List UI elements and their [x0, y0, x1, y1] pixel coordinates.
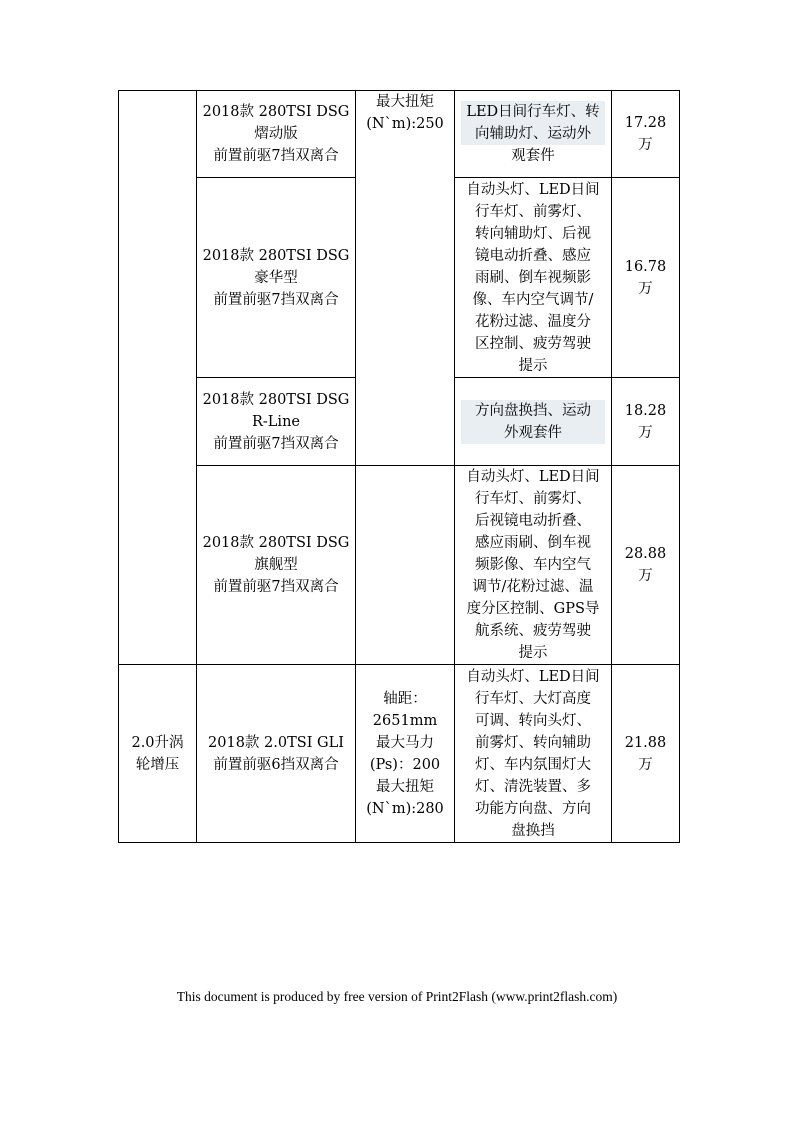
price-unit: 万 — [638, 280, 653, 297]
spec-line: 最大扭矩 — [376, 778, 434, 795]
price-value: 18.28 — [624, 402, 667, 419]
features-line: 盘换挡 — [511, 822, 555, 839]
table-row — [119, 665, 680, 843]
price-unit: 万 — [638, 756, 653, 773]
model-cell — [197, 665, 356, 843]
features-line: 向辅助灯、运动外 — [461, 123, 605, 145]
spec-line: 轴距： — [383, 690, 427, 707]
price-unit: 万 — [638, 137, 653, 153]
model-cell — [197, 178, 356, 378]
price-cell — [612, 178, 680, 378]
features-line: 区控制、疲劳驾驶 — [475, 335, 591, 352]
spec-cell — [356, 91, 455, 466]
model-line: 豪华型 — [254, 269, 298, 286]
features-line: 自动头灯、LED日间 — [466, 469, 600, 485]
price-value: 21.88 — [624, 734, 667, 751]
features-cell — [455, 378, 612, 466]
spec-line: (N`m):280 — [366, 800, 444, 817]
features-line: 自动头灯、LED日间 — [466, 668, 600, 685]
features-line: 方向盘换挡、运动 — [461, 400, 605, 422]
features-line: 频影像、车内空气 — [475, 557, 591, 573]
features-line: 行车灯、前雾灯、 — [475, 491, 591, 507]
features-line: 前雾灯、转向辅助 — [475, 734, 591, 751]
features-cell — [455, 91, 612, 178]
features-line: 灯、车内氛围灯大 — [475, 756, 591, 773]
footer-note: This document is produced by free version of Print2Flash (www.print2flash.com) — [176, 989, 618, 1004]
model-line: R-Line — [251, 413, 300, 430]
price-unit: 万 — [638, 424, 653, 441]
features-line: 雨刷、倒车视频影 — [475, 269, 591, 286]
features-line: LED日间行车灯、转 — [461, 101, 605, 123]
price-value: 17.28 — [624, 115, 667, 131]
model-line: 熠动版 — [254, 126, 298, 142]
features-cell — [455, 178, 612, 378]
spec-line: 最大扭矩 — [376, 94, 434, 110]
features-line: 感应雨刷、倒车视 — [475, 535, 591, 551]
engine-group-cell — [119, 91, 197, 665]
features-line: 外观套件 — [461, 422, 605, 444]
features-line: 行车灯、大灯高度 — [475, 690, 591, 707]
engine-label: 2.0升涡轮增压 — [131, 734, 184, 773]
engine-group-cell — [119, 665, 197, 843]
features-cell — [455, 665, 612, 843]
spec-cell — [356, 665, 455, 843]
table-row — [119, 466, 680, 665]
features-line: 灯、清洗装置、多 — [475, 778, 591, 795]
features-line: 航系统、疲劳驾驶 — [475, 623, 591, 639]
features-line: 观套件 — [511, 148, 555, 164]
features-line: 可调、转向头灯、 — [475, 712, 591, 729]
features-line: 后视镜电动折叠、 — [475, 513, 591, 529]
model-line: 前置前驱7挡双离合 — [213, 579, 339, 595]
features-line: 像、车内空气调节/ — [472, 291, 594, 308]
features-line: 调节/花粉过滤、温 — [472, 579, 594, 595]
price-cell — [612, 665, 680, 843]
price-value: 16.78 — [624, 258, 667, 275]
model-line: 2018款 280TSI DSG — [202, 247, 350, 264]
features-cell — [455, 466, 612, 665]
spec-cell — [356, 466, 455, 665]
model-line: 旗舰型 — [254, 557, 298, 573]
spec-line: 2651mm — [372, 712, 438, 729]
price-value: 28.88 — [624, 546, 667, 562]
features-line: 提示 — [518, 357, 548, 374]
features-line: 转向辅助灯、后视 — [475, 225, 591, 242]
features-line: 花粉过滤、温度分 — [475, 313, 591, 330]
features-line: 提示 — [518, 645, 548, 661]
model-line: 前置前驱6挡双离合 — [213, 756, 339, 773]
model-cell — [197, 91, 356, 178]
price-cell — [612, 378, 680, 466]
price-cell — [612, 466, 680, 665]
model-line: 2018款 280TSI DSG — [202, 535, 350, 551]
features-line: 度分区控制、GPS导 — [466, 601, 600, 617]
model-line: 前置前驱7挡双离合 — [213, 291, 339, 308]
model-line: 前置前驱7挡双离合 — [213, 435, 339, 452]
table-row — [119, 91, 680, 178]
features-line: 镜电动折叠、感应 — [475, 247, 591, 264]
spec-line: (N`m):250 — [366, 116, 444, 132]
model-line: 2018款 280TSI DSG — [202, 104, 350, 120]
model-line: 2018款 2.0TSI GLI — [208, 734, 344, 751]
features-line: 行车灯、前雾灯、 — [475, 203, 591, 220]
price-cell — [612, 91, 680, 178]
features-line: 功能方向盘、方向 — [475, 800, 591, 817]
model-line: 2018款 280TSI DSG — [202, 391, 350, 408]
price-unit: 万 — [638, 568, 653, 584]
model-cell — [197, 466, 356, 665]
spec-table — [118, 90, 680, 843]
spec-line: (Ps)：200 — [369, 756, 441, 773]
spec-line: 最大马力 — [376, 734, 434, 751]
model-cell — [197, 378, 356, 466]
features-line: 自动头灯、LED日间 — [466, 181, 600, 198]
model-line: 前置前驱7挡双离合 — [213, 148, 339, 164]
